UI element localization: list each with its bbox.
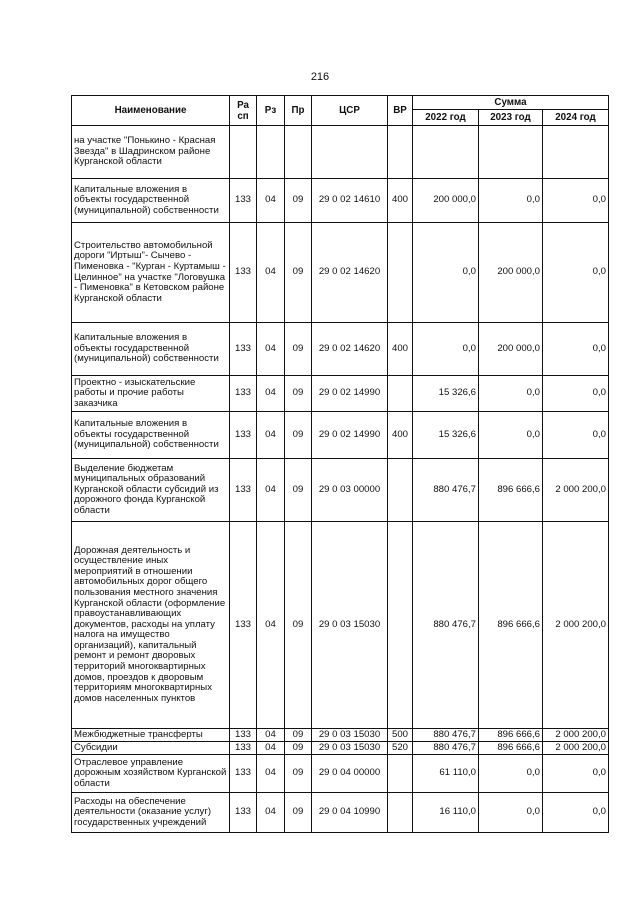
- cell-rz: 04: [257, 742, 285, 755]
- cell-2022: 0,0: [413, 323, 479, 376]
- cell-csr: 29 0 02 14620: [312, 223, 388, 323]
- cell-vr: 520: [388, 742, 413, 755]
- table-body: [72, 126, 609, 833]
- cell-rz: 04: [257, 793, 285, 833]
- cell-csr: 29 0 02 14990: [312, 376, 388, 412]
- table-row: [72, 459, 609, 522]
- cell-csr: 29 0 04 00000: [312, 755, 388, 793]
- cell-rasp: 133: [230, 522, 257, 729]
- cell-csr: 29 0 03 15030: [312, 522, 388, 729]
- cell-2024: 2 000 200,0: [543, 522, 609, 729]
- cell-pr: [285, 126, 312, 179]
- cell-csr: [312, 126, 388, 179]
- cell-2022: 200 000,0: [413, 179, 479, 223]
- cell-name: Расходы на обеспечение деятельности (оказание услуг) государственных учреждений: [72, 793, 230, 833]
- cell-name: Капитальные вложения в объекты государственной (муниципальной) собственности: [72, 412, 230, 459]
- cell-2022: 16 110,0: [413, 793, 479, 833]
- cell-2023: 896 666,6: [479, 459, 543, 522]
- cell-rz: 04: [257, 755, 285, 793]
- cell-csr: 29 0 02 14620: [312, 323, 388, 376]
- cell-2024: 0,0: [543, 412, 609, 459]
- cell-2024: [543, 126, 609, 179]
- cell-pr: 09: [285, 179, 312, 223]
- table-row: [72, 793, 609, 833]
- table-row: [72, 412, 609, 459]
- cell-2024: 0,0: [543, 223, 609, 323]
- cell-name: Капитальные вложения в объекты государственной (муниципальной) собственности: [72, 179, 230, 223]
- col-header-2023: 2023 год: [479, 110, 543, 126]
- cell-vr: [388, 793, 413, 833]
- cell-2023: 0,0: [479, 376, 543, 412]
- cell-2023: 896 666,6: [479, 742, 543, 755]
- cell-csr: 29 0 03 00000: [312, 459, 388, 522]
- table-row: [72, 729, 609, 742]
- cell-rasp: 133: [230, 323, 257, 376]
- cell-rz: [257, 126, 285, 179]
- col-header-pr: Пр: [285, 96, 312, 126]
- cell-2024: 0,0: [543, 376, 609, 412]
- cell-vr: [388, 126, 413, 179]
- cell-2023: 0,0: [479, 793, 543, 833]
- table-row: [72, 126, 609, 179]
- cell-2024: 0,0: [543, 755, 609, 793]
- table-row: [72, 376, 609, 412]
- cell-pr: 09: [285, 755, 312, 793]
- cell-rz: 04: [257, 376, 285, 412]
- col-header-vr: ВР: [388, 96, 413, 126]
- cell-rasp: 133: [230, 793, 257, 833]
- cell-name: Проектно - изыскательские работы и прочие работы заказчика: [72, 376, 230, 412]
- cell-rasp: 133: [230, 223, 257, 323]
- cell-2024: 2 000 200,0: [543, 729, 609, 742]
- cell-2024: 0,0: [543, 793, 609, 833]
- cell-pr: 09: [285, 522, 312, 729]
- cell-pr: 09: [285, 459, 312, 522]
- page-number: 216: [310, 71, 330, 83]
- cell-pr: 09: [285, 376, 312, 412]
- cell-name: Межбюджетные трансферты: [72, 729, 230, 742]
- cell-rasp: 133: [230, 179, 257, 223]
- cell-rasp: 133: [230, 755, 257, 793]
- cell-2022: [413, 126, 479, 179]
- table-row: [72, 323, 609, 376]
- cell-rasp: 133: [230, 742, 257, 755]
- cell-rz: 04: [257, 412, 285, 459]
- cell-2024: 2 000 200,0: [543, 742, 609, 755]
- cell-2022: 880 476,7: [413, 742, 479, 755]
- cell-vr: [388, 522, 413, 729]
- cell-rz: 04: [257, 179, 285, 223]
- cell-vr: [388, 223, 413, 323]
- cell-name: Дорожная деятельность и осуществление иных мероприятий в отношении автомобильных дорог общего пользования местного значения Курганской области (оформление правоустанавливающих документов, расходы на уплату налога на имущество организаций), капитальный ремонт и ремонт дворовых территорий многоквартирных домов, проездов к дворовым территориям многоквартирных домов населенных пунктов: [72, 522, 230, 729]
- cell-rasp: 133: [230, 412, 257, 459]
- col-header-rz: Рз: [257, 96, 285, 126]
- table-row: [72, 179, 609, 223]
- table-row: [72, 755, 609, 793]
- cell-pr: 09: [285, 412, 312, 459]
- cell-rasp: 133: [230, 459, 257, 522]
- cell-rasp: 133: [230, 729, 257, 742]
- col-header-summa: Сумма: [413, 96, 609, 110]
- cell-rasp: 133: [230, 376, 257, 412]
- table-row: [72, 522, 609, 729]
- cell-rasp: [230, 126, 257, 179]
- cell-csr: 29 0 04 10990: [312, 793, 388, 833]
- cell-2023: 0,0: [479, 412, 543, 459]
- cell-rz: 04: [257, 459, 285, 522]
- cell-pr: 09: [285, 742, 312, 755]
- cell-csr: 29 0 03 15030: [312, 742, 388, 755]
- cell-rz: 04: [257, 223, 285, 323]
- budget-table: [71, 95, 609, 833]
- cell-rz: 04: [257, 522, 285, 729]
- cell-name: Субсидии: [72, 742, 230, 755]
- cell-csr: 29 0 03 15030: [312, 729, 388, 742]
- table-row: [72, 742, 609, 755]
- cell-name: на участке "Понькино - Красная Звезда" в Шадринском районе Курганской области: [72, 126, 230, 179]
- cell-vr: 500: [388, 729, 413, 742]
- cell-name: Капитальные вложения в объекты государственной (муниципальной) собственности: [72, 323, 230, 376]
- cell-2024: 0,0: [543, 179, 609, 223]
- cell-vr: 400: [388, 412, 413, 459]
- cell-pr: 09: [285, 223, 312, 323]
- cell-2022: 15 326,6: [413, 412, 479, 459]
- table-row: [72, 223, 609, 323]
- cell-2023: 0,0: [479, 179, 543, 223]
- cell-vr: [388, 755, 413, 793]
- cell-name: Выделение бюджетам муниципальных образований Курганской области субсидий из дорожного фонда Курганской области: [72, 459, 230, 522]
- cell-vr: 400: [388, 179, 413, 223]
- cell-vr: 400: [388, 323, 413, 376]
- col-header-2024: 2024 год: [543, 110, 609, 126]
- cell-2023: [479, 126, 543, 179]
- cell-name: Строительство автомобильной дороги "Иртыш"- Сычево - Пименовка - "Курган - Куртамыш - Целинное" на участке "Логовушка - Пименовка" в Кетовском районе Курганской области: [72, 223, 230, 323]
- cell-2023: 896 666,6: [479, 522, 543, 729]
- cell-2022: 880 476,7: [413, 729, 479, 742]
- cell-2022: 0,0: [413, 223, 479, 323]
- cell-2023: 200 000,0: [479, 323, 543, 376]
- cell-2024: 2 000 200,0: [543, 459, 609, 522]
- cell-2023: 200 000,0: [479, 223, 543, 323]
- cell-2023: 896 666,6: [479, 729, 543, 742]
- cell-vr: [388, 459, 413, 522]
- cell-2022: 61 110,0: [413, 755, 479, 793]
- cell-pr: 09: [285, 793, 312, 833]
- cell-rz: 04: [257, 323, 285, 376]
- col-header-2022: 2022 год: [413, 110, 479, 126]
- cell-2022: 15 326,6: [413, 376, 479, 412]
- cell-2023: 0,0: [479, 755, 543, 793]
- col-header-csr: ЦСР: [312, 96, 388, 126]
- cell-vr: [388, 376, 413, 412]
- cell-2022: 880 476,7: [413, 522, 479, 729]
- cell-pr: 09: [285, 323, 312, 376]
- col-header-name: Наименование: [72, 96, 230, 126]
- col-header-rasp: Ра сп: [230, 96, 257, 126]
- cell-2022: 880 476,7: [413, 459, 479, 522]
- cell-name: Отраслевое управление дорожным хозяйством Курганской области: [72, 755, 230, 793]
- cell-pr: 09: [285, 729, 312, 742]
- cell-csr: 29 0 02 14610: [312, 179, 388, 223]
- cell-csr: 29 0 02 14990: [312, 412, 388, 459]
- cell-2024: 0,0: [543, 323, 609, 376]
- cell-rz: 04: [257, 729, 285, 742]
